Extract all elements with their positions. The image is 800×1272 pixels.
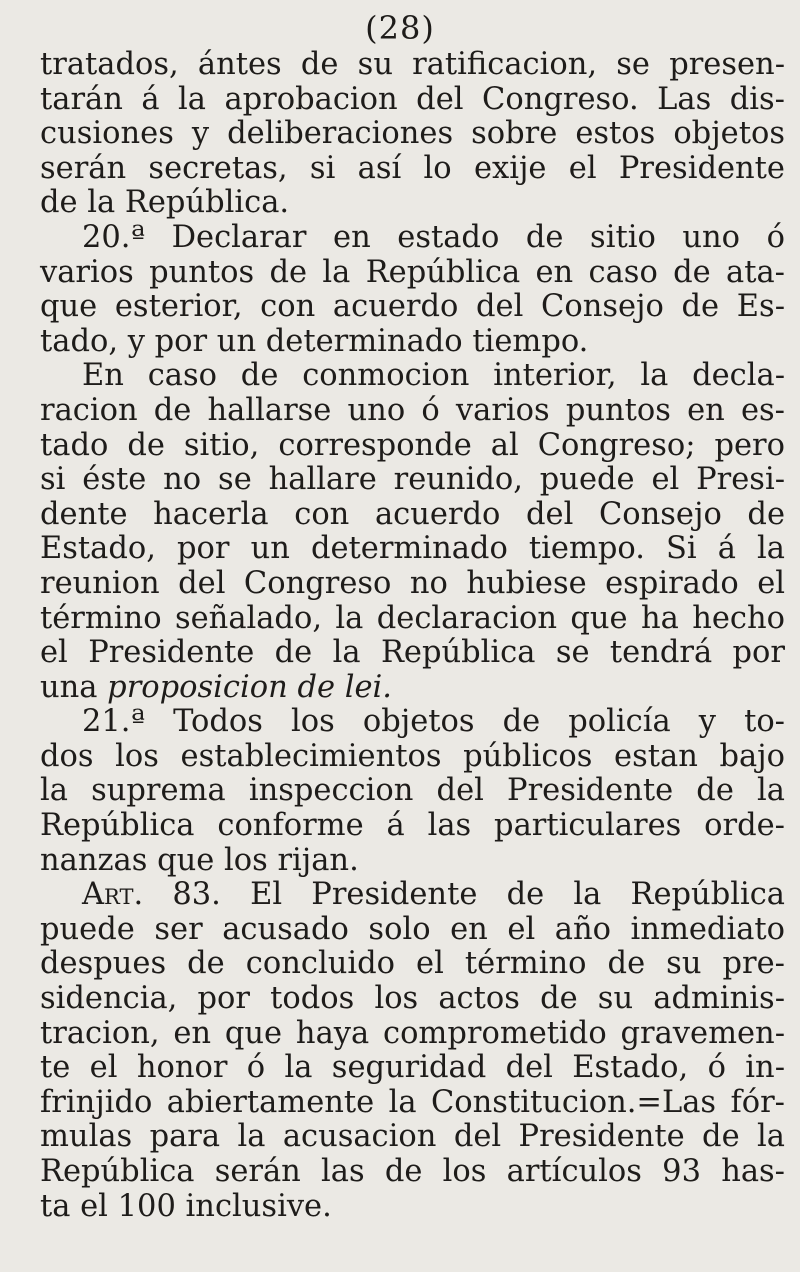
text-line: tracion, en que haya comprometido gravemen-: [40, 1015, 785, 1051]
text-line: frinjido abiertamente la Constitucion.=Las fór-: [40, 1084, 785, 1120]
text-line: nanzas que los rijan.: [40, 842, 359, 878]
italic-phrase: proposicion de lei.: [107, 669, 392, 705]
text-line: sidencia, por todos los actos de su adminis-: [40, 981, 785, 1017]
text-line: dos los establecimientos públicos estan bajo: [40, 738, 785, 774]
text-line-prefix: una: [40, 669, 108, 705]
text-line: varios puntos de la República en caso de ata-: [40, 254, 785, 290]
page-number: (28): [365, 9, 435, 47]
text-line-rest: 83. El Presidente de la República: [143, 877, 785, 913]
text-line: serán secretas, si así lo exije el Presidente: [40, 150, 785, 186]
text-line: despues de concluido el término de su pre-: [40, 946, 785, 982]
text-line: Estado, por un determinado tiempo. Si á la: [40, 531, 785, 567]
text-line: puede ser acusado solo en el año inmediato: [40, 911, 785, 947]
text-line: la suprema inspeccion del Presidente de la: [40, 773, 785, 809]
body-text: [40, 48, 785, 1224]
text-line: República serán las de los artículos 93 has-: [40, 1154, 785, 1189]
text-line: 21.ª Todos los objetos de policía y to-: [82, 704, 785, 740]
paragraph-item-20: [40, 221, 785, 359]
text-line: 20.ª Declarar en estado de sitio uno ó: [82, 219, 785, 255]
paragraph-item-21: [40, 705, 785, 878]
text-line: que esterior, con acuerdo del Consejo de Es-: [40, 289, 785, 325]
text-line: el Presidente de la República se tendrá por: [40, 635, 785, 671]
paragraph-continuation: [40, 48, 785, 221]
text-line: tarán á la aprobacion del Congreso. Las dis-: [40, 81, 785, 117]
text-line: mulas para la acusacion del Presidente de la: [40, 1119, 785, 1155]
paragraph-article-83: [40, 878, 785, 1224]
text-line: En caso de conmocion interior, la decla-: [82, 358, 785, 394]
text-line: tado de sitio, corresponde al Congreso; pero: [40, 427, 785, 463]
text-line: te el honor ó la seguridad del Estado, ó in-: [40, 1050, 785, 1086]
text-line: tratados, ántes de su ratificacion, se presen-: [40, 47, 785, 82]
article-label: Art.: [82, 877, 144, 913]
text-line: ta el 100 inclusive.: [40, 1188, 332, 1224]
text-line: de la República.: [40, 185, 290, 221]
text-line: dente hacerla con acuerdo del Consejo de: [40, 496, 785, 532]
text-line: [40, 671, 785, 706]
text-line: República conforme á las particulares orde-: [40, 808, 785, 844]
text-line: [40, 878, 785, 913]
paragraph-interior-commotion: [40, 359, 785, 705]
text-line: reunion del Congreso no hubiese espirado el: [40, 565, 785, 601]
text-line: tado, y por un determinado tiempo.: [40, 323, 589, 359]
text-line: término señalado, la declaracion que ha hecho: [40, 600, 785, 636]
text-line: cusiones y deliberaciones sobre estos objetos: [40, 116, 785, 152]
text-line: si éste no se hallare reunido, puede el Presi-: [40, 462, 785, 498]
text-line: racion de hallarse uno ó varios puntos en es-: [40, 392, 785, 428]
